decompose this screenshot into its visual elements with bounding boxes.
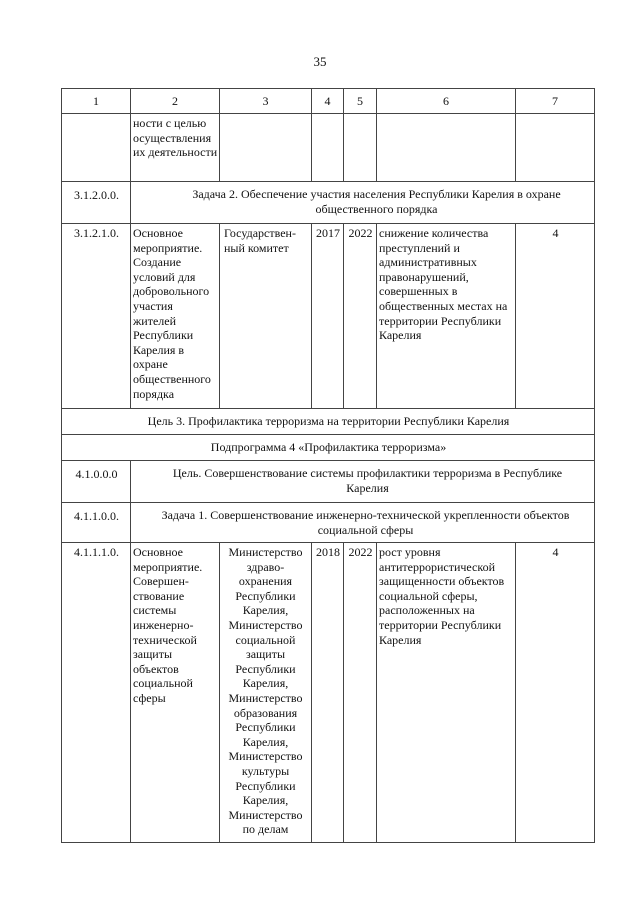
table-row <box>62 461 595 503</box>
row-executor: Государствен- ный комитет <box>220 224 312 409</box>
row-result: снижение количества преступлений и административных правонарушений, совершенных в общественных местах на территории Республики Карелия <box>377 224 516 409</box>
table-row <box>62 114 595 182</box>
row-executor <box>220 114 312 182</box>
header-col-2: 2 <box>131 89 220 114</box>
goal-title: Цель. Совершенствование системы профилактики терроризма в Республике Карелия <box>131 461 595 503</box>
row-code <box>62 114 131 182</box>
table-row <box>62 543 595 843</box>
row-name: Основное мероприятие. Создание условий для добровольного участия жителей Республики Карелия в охране общественного порядка <box>131 224 220 409</box>
header-col-6: 6 <box>377 89 516 114</box>
header-col-1: 1 <box>62 89 131 114</box>
table-row <box>62 182 595 224</box>
row-start: 2017 <box>312 224 344 409</box>
header-col-5: 5 <box>344 89 377 114</box>
row-indicator <box>516 114 595 182</box>
row-indicator: 4 <box>516 224 595 409</box>
subprogram-title: Подпрограмма 4 «Профилактика терроризма» <box>62 435 595 461</box>
page-number: 35 <box>313 54 327 69</box>
row-result: рост уровня антитеррористической защищенности объектов социальной сферы, расположенных на территории Республики Карелия <box>377 543 516 843</box>
task-title: Задача 2. Обеспечение участия населения Республики Карелия в охране общественного порядка <box>131 182 595 224</box>
row-start: 2018 <box>312 543 344 843</box>
row-code: 3.1.2.1.0. <box>62 224 131 409</box>
row-code: 4.1.1.0.0. <box>62 503 131 543</box>
row-end: 2022 <box>344 543 377 843</box>
header-col-3: 3 <box>220 89 312 114</box>
row-code: 3.1.2.0.0. <box>62 182 131 224</box>
row-name: Основное мероприятие. Совершен- ствование системы инженерно- технической защиты объектов социальной сферы <box>131 543 220 843</box>
table-row <box>62 503 595 543</box>
table-row <box>62 409 595 435</box>
row-result <box>377 114 516 182</box>
table-row <box>62 224 595 409</box>
header-col-7: 7 <box>516 89 595 114</box>
row-code: 4.1.1.1.0. <box>62 543 131 843</box>
row-end <box>344 114 377 182</box>
row-executor: Министерство здраво- охранения Республики Карелия, Министерство социальной защиты Республики Карелия, Министерство образования Республики Карелия, Министерство культуры Республики Карелия, Министерство по делам <box>220 543 312 843</box>
goal-title: Цель 3. Профилактика терроризма на территории Республики Карелия <box>62 409 595 435</box>
row-end: 2022 <box>344 224 377 409</box>
row-code: 4.1.0.0.0 <box>62 461 131 503</box>
task-title: Задача 1. Совершенствование инженерно-технической укрепленности объектов социальной сферы <box>131 503 595 543</box>
table-row <box>62 435 595 461</box>
program-table <box>61 88 595 843</box>
header-col-4: 4 <box>312 89 344 114</box>
header-row <box>62 89 595 114</box>
row-start <box>312 114 344 182</box>
row-indicator: 4 <box>516 543 595 843</box>
row-name: ности с целью осуществления их деятельности <box>131 114 220 182</box>
